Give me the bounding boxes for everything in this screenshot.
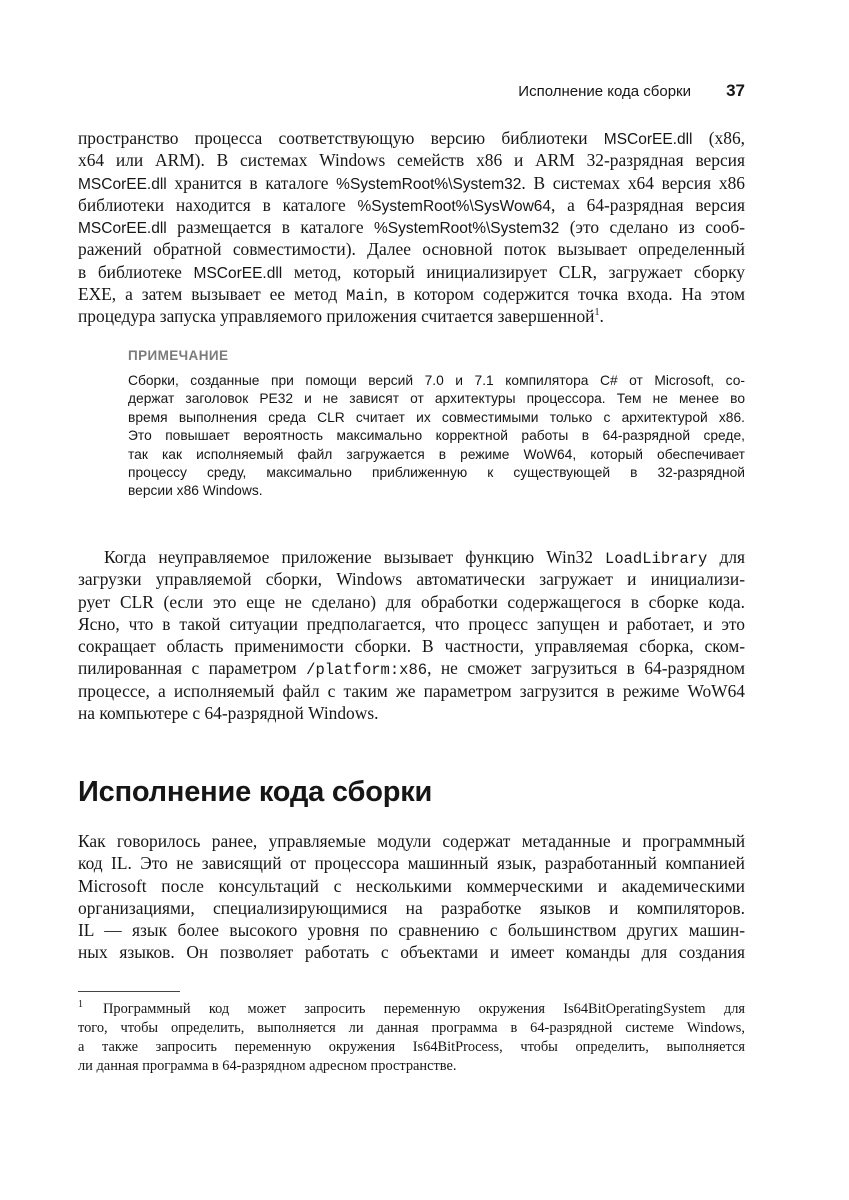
text-line: ражений обратной совместимости). Далее основной поток вызывает определенный	[78, 239, 745, 260]
text-line: Когда неуправляемое приложение вызывает функцию Win32 LoadLibrary для	[104, 547, 745, 568]
header-section-title: Исполнение кода сборки	[518, 83, 691, 100]
note-box	[128, 348, 745, 501]
footnote-line: а также запросить переменную окружения Is64BitProcess, чтобы определить, выполняется	[78, 1039, 745, 1055]
text-line: пилированная с параметром /platform:x86, не сможет загрузиться в 64-разрядном	[78, 658, 745, 680]
paragraph-1	[78, 127, 745, 328]
paragraph-2	[78, 546, 745, 724]
text-line: MSCorEE.dll размещается в каталоге %SystemRoot%\System32 (это сделано из сооб-	[78, 217, 745, 238]
text-line: MSCorEE.dll хранится в каталоге %SystemRoot%\System32. В системах x64 версия x86	[78, 172, 745, 193]
text-line: сокращает область применимости сборки. В частности, управляемая сборка, ском-	[78, 636, 745, 657]
note-line: Это повышает вероятность максимально корректной работы в 64-разрядной среде,	[128, 428, 745, 444]
text-line: IL — язык более высокого уровня по сравнению с большинством других машин-	[78, 920, 745, 941]
note-line: держат заголовок PE32 и не зависят от архитектуры процессора. Тем не менее во	[128, 391, 745, 407]
footnote-divider	[78, 991, 180, 992]
footnote-ref: 1	[594, 307, 600, 319]
note-line: время выполнения среда CLR считает их совместимыми только с архитектурой x86.	[128, 409, 745, 425]
text-line: EXE, а затем вызывает ее метод Main, в котором содержится точка входа. На этом	[78, 284, 745, 306]
text-line: на компьютере с 64-разрядной Windows.	[78, 703, 379, 724]
text-line: ных языков. Он позволяет работать с объектами и имеет команды для создания	[78, 942, 745, 963]
note-line: версии x86 Windows.	[128, 483, 263, 499]
page-number: 37	[726, 81, 745, 100]
text-line: процедура запуска управляемого приложения считается завершенной$^1$.	[78, 306, 604, 327]
paragraph-3	[78, 830, 745, 964]
note-line: так как исполняемый файл загружается в режиме WoW64, который обеспечивает	[128, 446, 745, 462]
footnote-line: ли данная программа в 64-разрядном адресном пространстве.	[78, 1058, 457, 1074]
text-line: загрузки управляемой сборки, Windows автоматически загружает и инициализи-	[78, 569, 745, 590]
section-heading: Исполнение кода сборки	[78, 776, 433, 808]
text-line: код IL. Это не зависящий от процессора машинный язык, разработанный компанией	[78, 853, 745, 874]
footnote-line: того, чтобы определить, выполняется ли данная программа в 64-разрядной системе Windows,	[78, 1020, 745, 1036]
note-line: процессу среду, максимально приближенную к существующей в 32-разрядной	[128, 464, 745, 480]
note-line: Сборки, созданные при помощи версий 7.0 и 7.1 компилятора C# от Microsoft, со-	[128, 373, 745, 388]
footnote-line: $^1$ Программный код может запросить переменную окружения Is64BitOperatingSystem для	[78, 999, 745, 1017]
note-label: ПРИМЕЧАНИЕ	[128, 348, 229, 363]
text-line: Ясно, что в такой ситуации предполагается, что процесс запущен и работает, и это	[78, 613, 745, 634]
footnote-number: 1	[78, 999, 83, 1011]
text-line: x64 или ARM). В системах Windows семейств x86 и ARM 32-разрядная версия	[78, 150, 745, 171]
footnote	[78, 1000, 745, 1076]
text-line: библиотеки находится в каталоге %SystemRoot%\SysWow64, а 64-разрядная версия	[78, 194, 745, 215]
text-line: пространство процесса соответствующую версию библиотеки MSCorEE.dll (x86,	[78, 128, 745, 148]
text-line: в библиотеке MSCorEE.dll метод, который инициализирует CLR, загружает сборку	[78, 261, 745, 282]
text-line: процессе, а исполняемый файл с таким же параметром загрузится в режиме WoW64	[78, 680, 745, 701]
text-line: Как говорилось ранее, управляемые модули содержат метаданные и программный	[78, 831, 745, 851]
running-header	[78, 80, 745, 104]
text-line: Microsoft после консультаций с несколькими коммерческими и академическими	[78, 875, 745, 896]
text-line: рует CLR (если это еще не сделано) для обработки содержащегося в сборке кода.	[78, 591, 745, 612]
text-line: организациями, специализирующимися на разработке языков и компиляторов.	[78, 897, 745, 918]
